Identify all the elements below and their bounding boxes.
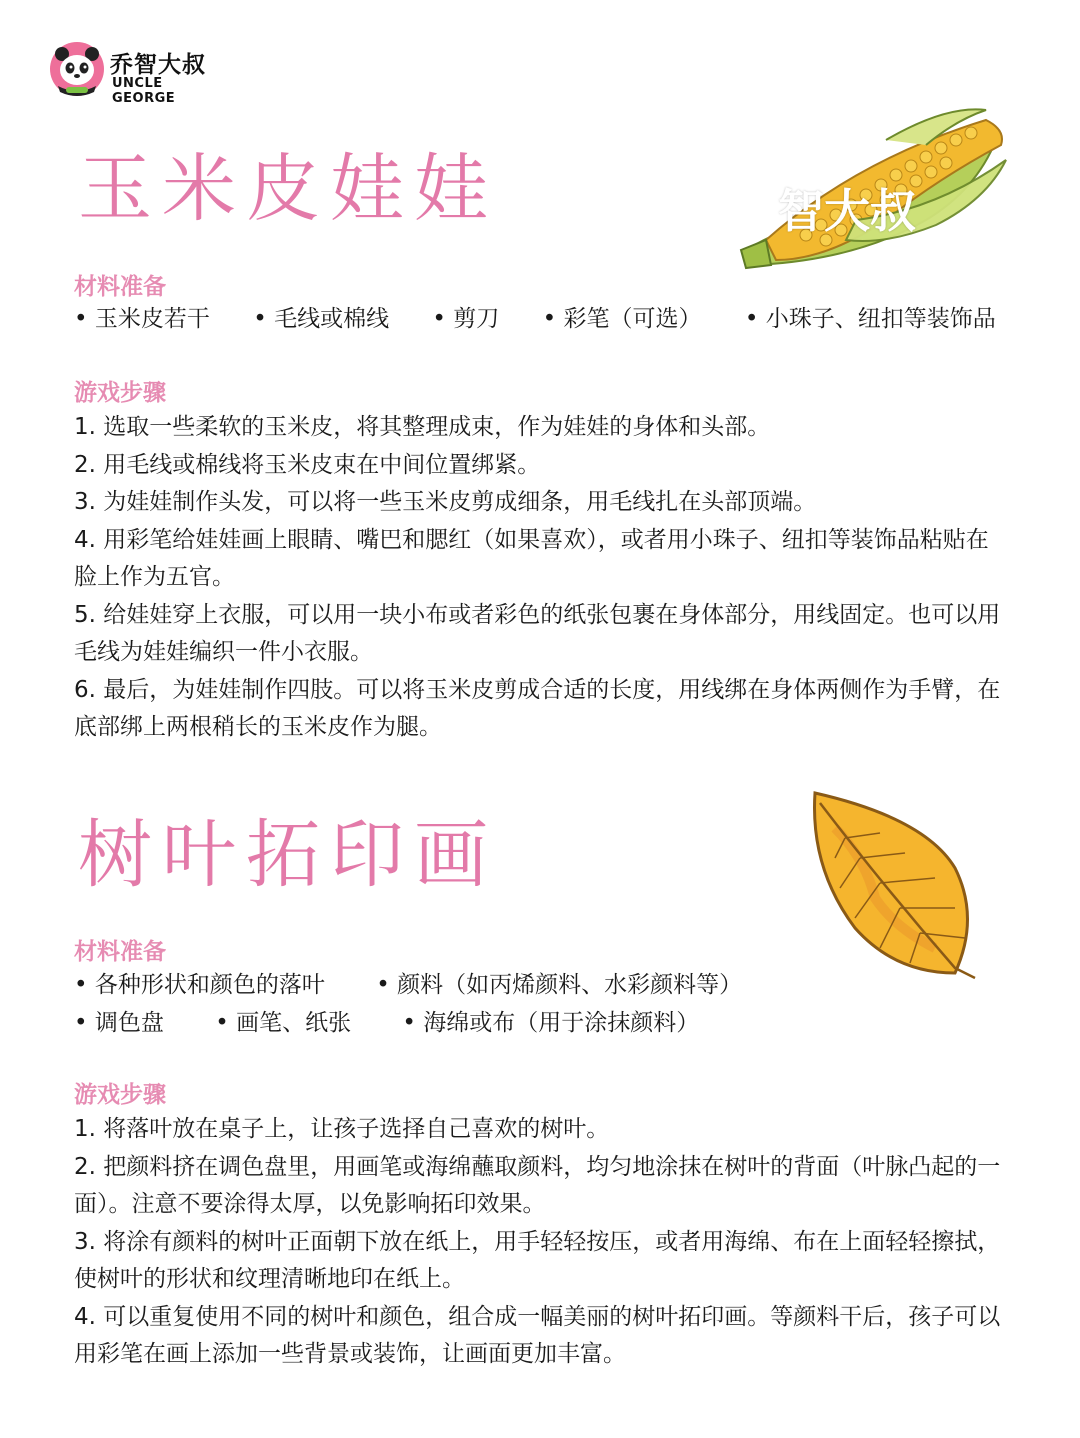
step-item: 4. 可以重复使用不同的树叶和颜色，组合成一幅美丽的树叶拓印画。等颜料干后，孩子可以用彩笔在画上添加一些背景或装饰，让画面更加丰富。 (74, 1303, 1001, 1367)
materials-label: 材料准备 (74, 274, 166, 300)
materials-label: 材料准备 (74, 939, 166, 965)
section-title: 树叶拓印画 (78, 812, 498, 898)
step-item: 2. 把颜料挤在调色盘里，用画笔或海绵蘸取颜料，均匀地涂抹在树叶的背面（叶脉凸起的一面）。注意不要涂得太厚，以免影响拓印效果。 (74, 1153, 1001, 1217)
steps-list (74, 1111, 1009, 1374)
logo-chinese-text: 乔智大叔 (110, 52, 206, 78)
step-item: 1. 将落叶放在桌子上，让孩子选择自己喜欢的树叶。 (74, 1116, 610, 1142)
step-item: 2. 用毛线或棉线将玉米皮束在中间位置绑紧。 (74, 451, 541, 478)
steps-label: 游戏步骤 (74, 380, 166, 406)
materials-list (74, 970, 742, 1000)
material-item: • 调色盘 (74, 1010, 164, 1036)
leaf-illustration (805, 788, 990, 998)
materials-list (74, 304, 996, 334)
material-item: • 玉米皮若干 (74, 306, 210, 332)
material-item: • 颜料（如丙烯颜料、水彩颜料等） (376, 972, 743, 998)
steps-list (74, 409, 1009, 747)
materials-list (74, 1008, 699, 1038)
material-item: • 彩笔（可选） (542, 306, 702, 332)
step-item: 6. 最后，为娃娃制作四肢。可以将玉米皮剪成合适的长度，用线绑在身体两侧作为手臂，在底部绑上两根稍长的玉米皮作为腿。 (74, 676, 1001, 740)
step-item: 3. 为娃娃制作头发，可以将一些玉米皮剪成细条，用毛线扎在头部顶端。 (74, 489, 817, 515)
material-item: • 剪刀 (432, 306, 500, 332)
panda-logo-icon (48, 40, 106, 98)
logo-english-text: UNCLE GEORGE (112, 76, 176, 106)
brand-logo (48, 40, 218, 106)
material-item: • 毛线或棉线 (253, 306, 390, 332)
watermark-text: 智大叔 (778, 184, 916, 238)
step-item: 4. 用彩笔给娃娃画上眼睛、嘴巴和腮红（如果喜欢），或者用小珠子、纽扣等装饰品粘贴在脸上作为五官。 (74, 526, 989, 590)
material-item: • 各种形状和颜色的落叶 (74, 972, 325, 998)
step-item: 5. 给娃娃穿上衣服，可以用一块小布或者彩色的纸张包裹在身体部分，用线固定。也可以用毛线为娃娃编织一件小衣服。 (74, 601, 1001, 665)
section-title: 玉米皮娃娃 (78, 146, 498, 232)
step-item: 1. 选取一些柔软的玉米皮，将其整理成束，作为娃娃的身体和头部。 (74, 414, 771, 440)
steps-label: 游戏步骤 (74, 1082, 166, 1108)
step-item: 3. 将涂有颜料的树叶正面朝下放在纸上，用手轻轻按压，或者用海绵、布在上面轻轻擦拭，使树叶的形状和纹理清晰地印在纸上。 (74, 1228, 1001, 1292)
material-item: • 小珠子、纽扣等装饰品 (744, 306, 996, 332)
material-item: • 海绵或布（用于涂抹颜料） (402, 1010, 700, 1036)
material-item: • 画笔、纸张 (215, 1010, 352, 1036)
